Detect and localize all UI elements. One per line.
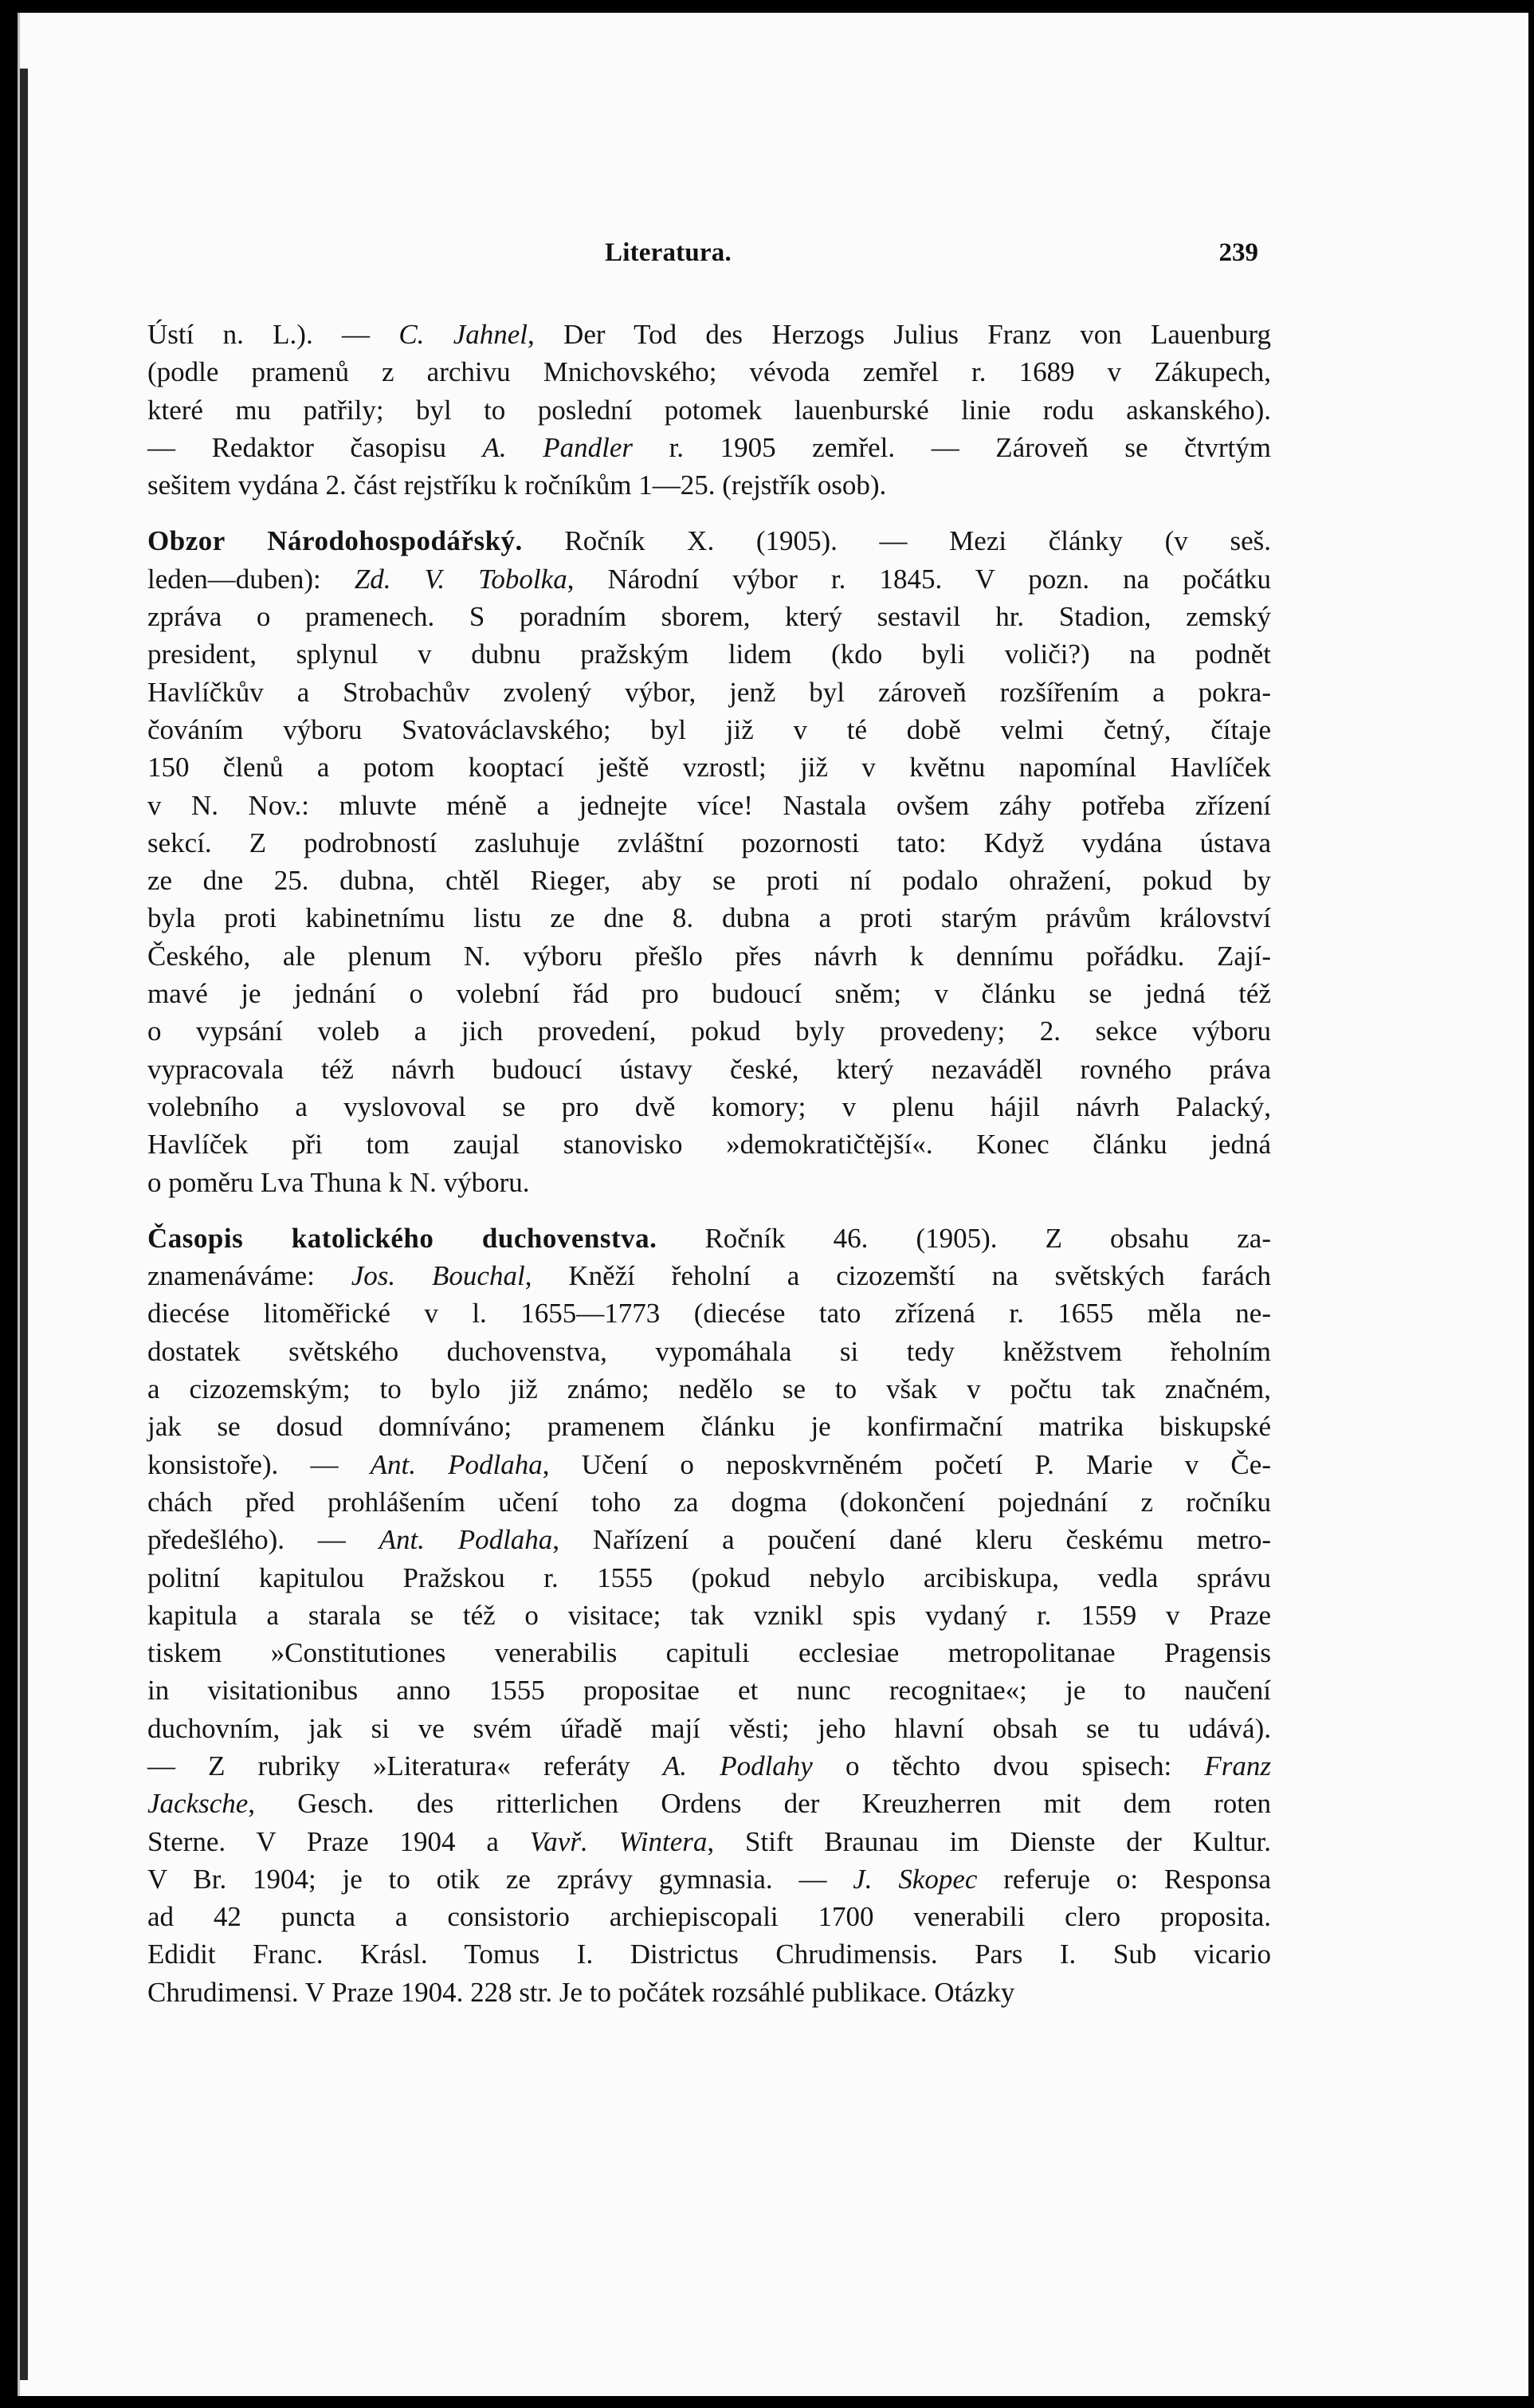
scan-edge-shadow (20, 69, 28, 2380)
text-line: zpráva o pramenech. S poradním sborem, který sestavil hr. Stadion, zemský (147, 601, 1271, 633)
text-line: (podle pramenů z archivu Mnichovského; vévoda zemřel r. 1689 v Zákupech, (147, 356, 1271, 388)
text-line: byla proti kabinetnímu listu ze dne 8. dubna a proti starým právům království (147, 902, 1271, 934)
scanned-page (18, 13, 1528, 2396)
text-line: leden—duben): Zd. V. Tobolka, Národní výbor r. 1845. V pozn. na počátku (147, 563, 1271, 595)
text-line: znamenáváme: Jos. Bouchal, Kněží řeholní a cizozemští na světských farách (147, 1260, 1271, 1292)
paragraph-obzor-narodohospodarsky (147, 522, 1271, 1200)
text-line: ad 42 puncta a consistorio archiepiscopali 1700 venerabili clero proposita. (147, 1901, 1271, 1933)
text-line: jak se dosud domníváno; pramenem článku je konfirmační matrika biskupské (147, 1411, 1271, 1443)
text-line: předešlého). — Ant. Podlaha, Nařízení a poučení dané kleru českému metro- (147, 1524, 1271, 1556)
text-line: které mu patřily; byl to poslední potomek lauenburské linie rodu askanského). (147, 394, 1271, 426)
text-line: duchovním, jak si ve svém úřadě mají věsti; jeho hlavní obsah se tu udává). (147, 1712, 1271, 1744)
text-line: Českého, ale plenum N. výboru přešlo přes návrh k dennímu pořádku. Zají- (147, 940, 1271, 972)
text-line: Sterne. V Praze 1904 a Vavř. Wintera, Stift Braunau im Dienste der Kultur. (147, 1825, 1271, 1857)
text-line: v N. Nov.: mluvte méně a jednejte více! Nastala ovšem záhy potřeba zřízení (147, 789, 1271, 821)
paragraph-casopis-katolickeho-duchovenstva (147, 1220, 1271, 2011)
running-head: Literatura. (605, 238, 732, 267)
text-line: dostatek světského duchovenstva, vypomáhala si tedy kněžstvem řeholním (147, 1335, 1271, 1367)
page-header (605, 238, 1258, 278)
text-line: in visitationibus anno 1555 propositae et nunc recognitae«; je to naučení (147, 1675, 1271, 1707)
text-line: — Z rubriky »Literatura« referáty A. Podlahy o těchto dvou spisech: Franz (147, 1750, 1271, 1781)
text-line: o vypsání voleb a jich provedení, pokud byly provedeny; 2. sekce výboru (147, 1015, 1271, 1047)
text-line: ze dne 25. dubna, chtěl Rieger, aby se proti ní podalo ohražení, pokud by (147, 865, 1271, 897)
paragraph-mitteilungen (147, 316, 1271, 504)
text-line: 150 členů a potom kooptací ještě vzrostl; již v květnu napomínal Havlíček (147, 752, 1271, 784)
text-line: sešitem vydána 2. část rejstříku k ročníkům 1—25. (rejstřík osob). (147, 469, 887, 501)
text-line: vypracovala též návrh budoucí ústavy české, který nezaváděl rovného práva (147, 1053, 1271, 1085)
text-line: tiskem »Constitutiones venerabilis capituli ecclesiae metropolitanae Pragensis (147, 1637, 1271, 1669)
text-line: Ústí n. L.). — C. Jahnel, Der Tod des Herzogs Julius Franz von Lauenburg (147, 319, 1271, 350)
text-line: Obzor Národohospodářský. Ročník X. (1905). — Mezi články (v seš. (147, 525, 1271, 557)
text-line: Havlíček při tom zaujal stanovisko »demokratičtější«. Konec článku jedná (147, 1129, 1271, 1161)
text-line: president, splynul v dubnu pražským lidem (kdo byli voliči?) na podnět (147, 638, 1271, 670)
text-line: — Redaktor časopisu A. Pandler r. 1905 zemřel. — Zároveň se čtvrtým (147, 431, 1272, 463)
text-line: o poměru Lva Thuna k N. výboru. (147, 1166, 530, 1198)
text-line: diecése litoměřické v l. 1655—1773 (diecése tato zřízená r. 1655 měla ne- (147, 1298, 1271, 1330)
text-line: Edidit Franc. Krásl. Tomus I. Districtus Chrudimensis. Pars I. Sub vicario (147, 1939, 1271, 1970)
text-line: chách před prohlášením učení toho za dogma (dokončení pojednání z ročníku (147, 1486, 1271, 1518)
text-line: Chrudimensi. V Praze 1904. 228 str. Je to počátek rozsáhlé publikace. Otázky (147, 1976, 1015, 2008)
text-line: Časopis katolického duchovenstva. Ročník 46. (1905). Z obsahu za- (147, 1222, 1271, 1254)
text-line: politní kapitulou Pražskou r. 1555 (pokud nebylo arcibiskupa, vedla správu (147, 1561, 1271, 1593)
text-line: V Br. 1904; je to otik ze zprávy gymnasia. — J. Skopec referuje o: Responsa (147, 1863, 1271, 1895)
text-line: kapitula a starala se též o visitace; tak vznikl spis vydaný r. 1559 v Praze (147, 1599, 1271, 1631)
text-line: čováním výboru Svatováclavského; byl již v té době velmi četný, čítaje (147, 713, 1271, 745)
text-line: Havlíčkův a Strobachův zvolený výbor, jenž byl zároveň rozšířením a pokra- (147, 676, 1271, 708)
page-number: 239 (1218, 238, 1258, 267)
text-line: sekcí. Z podrobností zasluhuje zvláštní pozornosti tato: Když vydána ústava (147, 827, 1271, 858)
text-line: konsistoře). — Ant. Podlaha, Učení o neposkvrněném početí P. Marie v Če- (147, 1448, 1271, 1480)
text-line: a cizozemským; to bylo již známo; nedělo se to však v počtu tak značném, (147, 1373, 1271, 1405)
text-line: Jacksche, Gesch. des ritterlichen Ordens der Kreuzherren mit dem roten (147, 1788, 1271, 1820)
text-line: mavé je jednání o volební řád pro budoucí sněm; v článku se jedná též (147, 978, 1271, 1010)
article-body (147, 316, 1271, 2029)
text-line: volebního a vyslovoval se pro dvě komory; v plenu hájil návrh Palacký, (147, 1090, 1271, 1122)
